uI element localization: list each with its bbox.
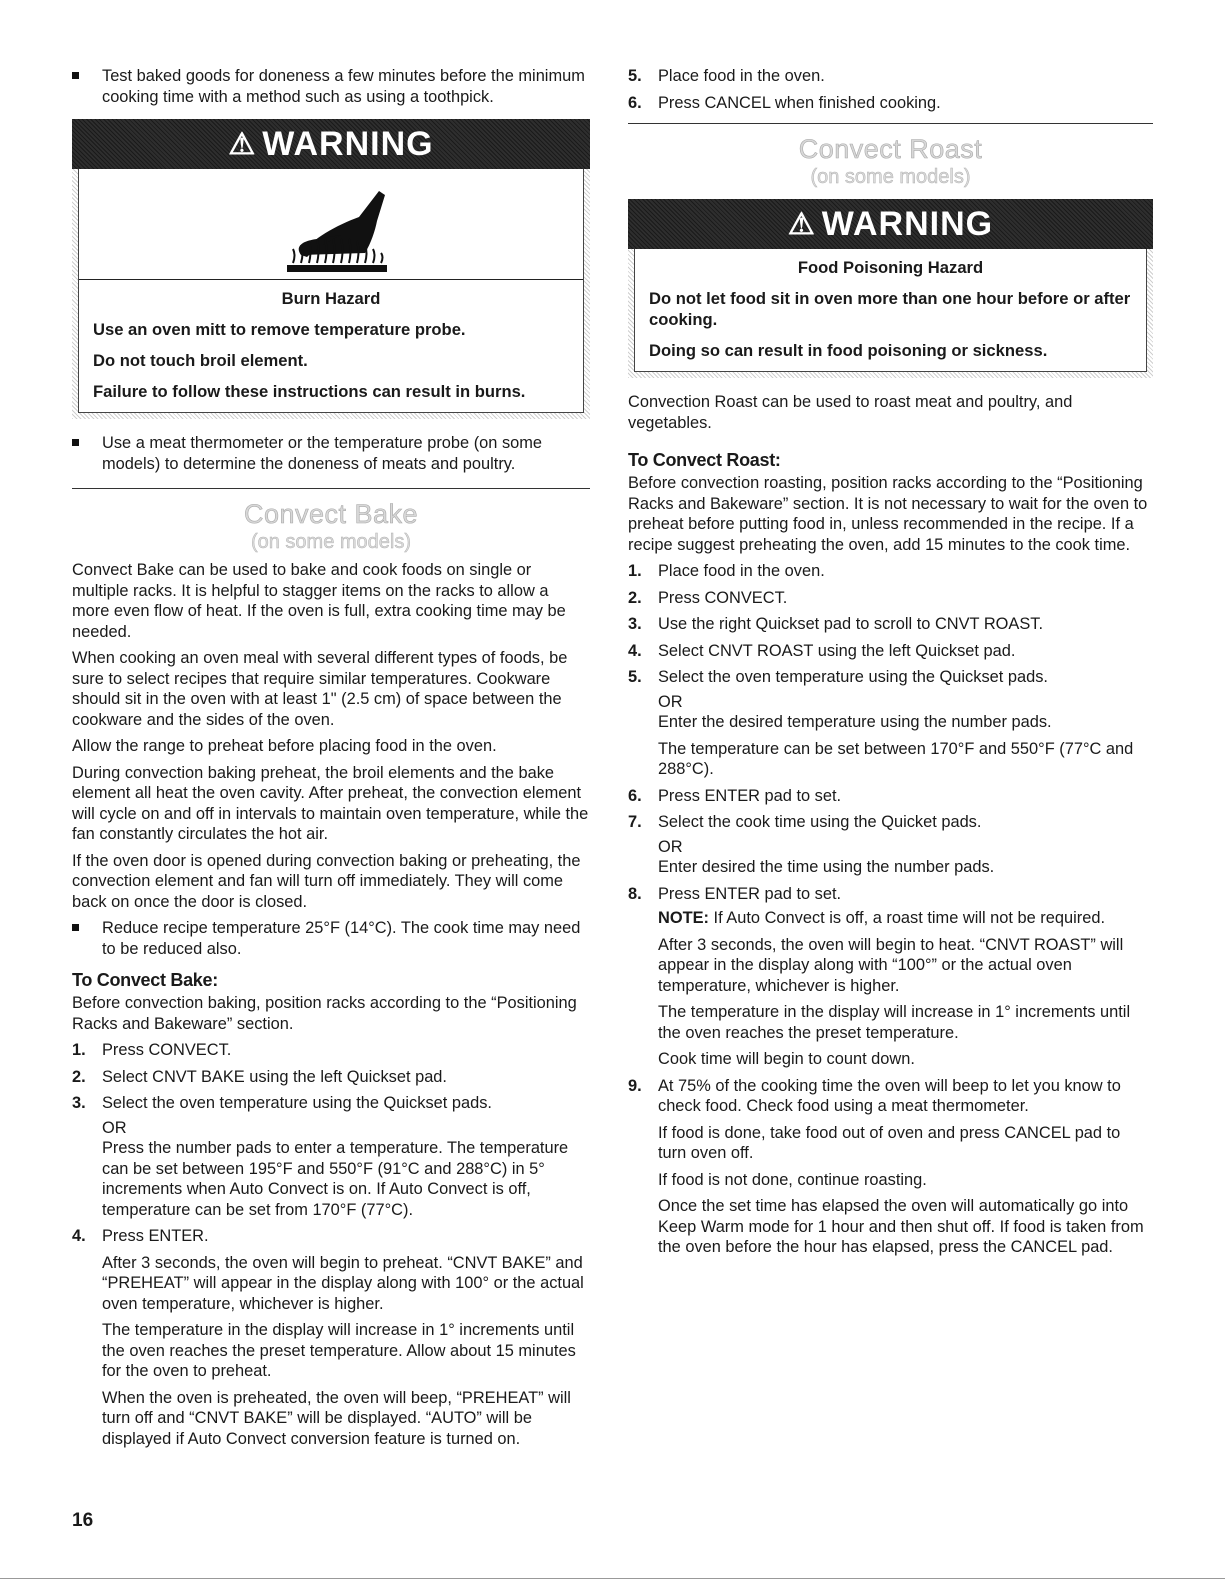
convect-roast-subtitle: (on some models) — [810, 166, 971, 188]
warning-text — [635, 249, 1146, 371]
warning-line: Do not touch broil element. — [93, 351, 308, 370]
note-label: NOTE: — [658, 909, 709, 927]
convect-bake-steps — [72, 1040, 590, 1449]
list-item: 3. Use the right Quickset pad to scroll to CNVT ROAST. — [628, 615, 1044, 633]
list-item: 5. Place food in the oven. — [628, 67, 825, 85]
warning-line: Use an oven mitt to remove temperature probe. — [93, 320, 466, 339]
list-item: 4. Press ENTER. After 3 seconds, the oven will begin to preheat. “CNVT BAKE” and “PREHEAT” will appear in the display along with 100° or the actual oven temperature, whichever is higher. The temperature in the display will increase in 1° increments until the oven reaches the preset temperature. Allow about 15 minutes for the oven to preheat. When the oven is preheated, the oven will beep, “PREHEAT” will turn off and “CNVT BAKE” will be displayed. “AUTO” will be displayed if Auto Convect conversion feature is turned on. — [72, 1227, 584, 1448]
warning-triangle-icon: ⚠ — [787, 207, 816, 241]
warning-header: ⚠ WARNING — [628, 199, 1153, 249]
list-item: 5. Select the oven temperature using the Quickset pads. OR Enter the desired temperature using the number pads. The temperature can be set between 170°F and 550°F (77°C and 288°C). — [628, 668, 1134, 778]
list-item: 1. Place food in the oven. — [628, 562, 825, 580]
list-item: 6. Press CANCEL when finished cooking. — [628, 93, 941, 112]
paragraph: If the oven door is opened during convection baking or preheating, the convection element and fan will turn off immediately. They will come back on once the door is closed. — [72, 851, 581, 911]
right-column — [628, 66, 1153, 1264]
burn-hazard-title: Burn Hazard — [281, 289, 381, 308]
food-poisoning-title: Food Poisoning Hazard — [797, 258, 984, 277]
list-item: 2. Press CONVECT. — [628, 588, 788, 607]
warning-line: Failure to follow these instructions can result in burns. — [93, 382, 526, 401]
list-item: 8. Press ENTER pad to set. NOTE: If Auto Convect is off, a roast time will not be required. After 3 seconds, the oven will begin to heat. “CNVT ROAST” will appear in the display along with “100°” or the actual oven temperature, whichever is higher. The temperature in the display will increase in 1° increments until the oven reaches the preset temperature. Cook time will begin to count down. — [628, 884, 1131, 1068]
bottom-rule — [0, 1578, 1225, 1579]
hand-heat-pictogram — [79, 169, 583, 279]
warning-text — [79, 280, 583, 412]
convect-bake-subtitle: (on some models) — [250, 531, 412, 553]
warning-line: Do not let food sit in oven more than one hour before or after cooking. — [649, 289, 1131, 329]
warning-frame — [628, 249, 1153, 378]
convect-roast-intro: Convection Roast can be used to roast meat and poultry, and vegetables. — [628, 393, 1073, 432]
list-item: 2. Select CNVT BAKE using the left Quickset pad. — [72, 1067, 447, 1086]
warning-header: ⚠ WARNING — [72, 119, 590, 169]
hand-burn-icon — [79, 169, 583, 280]
paragraph: When cooking an oven meal with several different types of foods, be sure to select recipes that require similar temperatures. Cookware should sit in the oven with at least 1" (2.5 cm) of space between the cookware and the sides of the oven. — [72, 649, 568, 729]
list-item: 9. At 75% of the cooking time the oven will beep to let you know to check food. Check food using a meat thermometer. If food is done, take food out of oven and press CANCEL pad to turn oven off. If food is not done, continue roasting. Once the set time has elapsed the oven will automatically go into Keep Warm mode for 1 hour and then shut off. If food is taken from the oven before the hour has elapsed, press the CANCEL pad. — [628, 1076, 1144, 1256]
list-item: 3. Select the oven temperature using the Quickset pads. OR Press the number pads to enter a temperature. The temperature can be set between 195°F and 550°F (91°C and 288°C) in 5° increments when Auto Convect is on. If Auto Convect is off, temperature can be set from 170°F (77°C). — [72, 1094, 569, 1219]
list-item: 6. Press ENTER pad to set. — [628, 786, 842, 805]
to-convect-bake-heading: To Convect Bake: — [72, 970, 218, 990]
warning-triangle-icon: ⚠ — [228, 127, 257, 161]
page-number: 16 — [72, 1510, 94, 1531]
list-item: 1. Press CONVECT. — [72, 1041, 232, 1059]
food-poisoning-warning — [628, 199, 1153, 378]
divider — [72, 488, 590, 489]
convect-roast-steps — [628, 561, 1153, 1258]
bullet-thermometer: Use a meat thermometer or the temperature probe (on some models) to determine the doneness of meats and poultry. — [72, 433, 590, 474]
warning-frame — [72, 169, 590, 419]
list-item: 7. Select the cook time using the Quicket pads. OR Enter desired the time using the number pads. — [628, 813, 995, 876]
convect-roast-title: Convect Roast — [798, 134, 983, 164]
convect-bake-intro: Before convection baking, position racks according to the “Positioning Racks and Bakeware” section. — [72, 994, 577, 1033]
paragraph: Convect Bake can be used to bake and cook foods on single or multiple racks. It is helpful to stagger items on the racks to allow a more even flow of heat. If the oven is full, extra cooking time may be needed. — [72, 561, 566, 641]
burn-hazard-warning — [72, 119, 590, 419]
paragraph: Allow the range to preheat before placing food in the oven. — [72, 737, 497, 755]
divider — [628, 123, 1153, 124]
convect-bake-steps-continued — [628, 66, 1153, 113]
warning-line: Doing so can result in food poisoning or sickness. — [649, 341, 1048, 360]
paragraph: During convection baking preheat, the broil elements and the bake element all heat the oven cavity. After preheat, the convection element will cycle on and off in intervals to maintain oven temperature, while the fan constantly circulates the hot air. — [72, 763, 589, 843]
list-item: 4. Select CNVT ROAST using the left Quickset pad. — [628, 641, 1016, 660]
left-column — [72, 66, 590, 1455]
bullet-reduce: Reduce recipe temperature 25°F (14°C). The cook time may need to be reduced also. — [72, 918, 590, 959]
bullet-toothpick: Test baked goods for doneness a few minutes before the minimum cooking time with a method such as using a toothpick. — [72, 66, 590, 107]
convect-roast-paragraph: Before convection roasting, position racks according to the “Positioning Racks and Bakeware” section. It is not necessary to wait for the oven to preheat before putting food in, unless recommended in the recipe. If a recipe suggest preheating the oven, add 15 minutes to the cook time. — [628, 474, 1148, 554]
convect-bake-title: Convect Bake — [243, 499, 419, 529]
to-convect-roast-heading: To Convect Roast: — [628, 450, 781, 470]
